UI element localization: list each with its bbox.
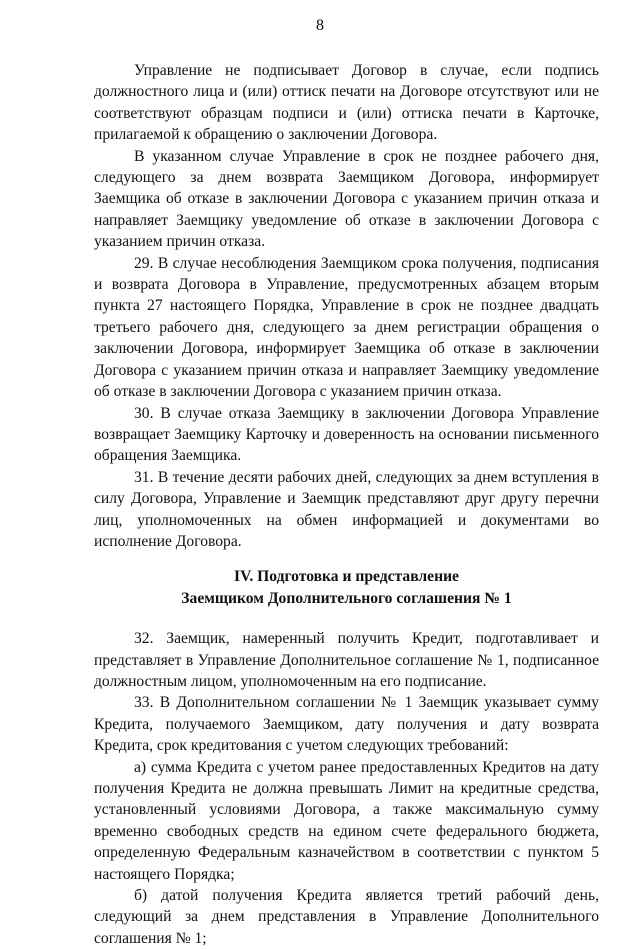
paragraph: б) датой получения Кредита является третий рабочий день, следующий за днем представления в Управление Дополнительного соглашения № 1; [94, 887, 599, 947]
document-body [94, 60, 599, 949]
paragraph: 31. В течение десяти рабочих дней, следующих за днем вступления в силу Договора, Управление и Заемщик представляют друг другу перечни лиц, уполномоченных на обмен информацией и документами во исполнение Договора. [94, 468, 599, 550]
section-title-line-2: Заемщиком Дополнительного соглашения № 1 [181, 589, 512, 607]
paragraph: 33. В Дополнительном соглашении № 1 Заемщик указывает сумму Кредита, получаемого Заемщиком, дату получения и дату возврата Кредита, срок кредитования с учетом следующих требований: [94, 694, 599, 755]
paragraph: 32. Заемщик, намеренный получить Кредит, подготавливает и представляет в Управление Дополнительное соглашение № 1, подписанное должностным лицом, уполномоченным на его подписание. [94, 630, 599, 690]
paragraph: В указанном случае Управление в срок не позднее рабочего дня, следующего за днем возврата Заемщиком Договора, информирует Заемщика об отказе в заключении Договора с указанием причин отказа и направляет Заемщику уведомление об отказе в заключении Договора с указанием причин отказа. [94, 147, 599, 251]
paragraph: 29. В случае несоблюдения Заемщиком срока получения, подписания и возврата Договора в Управление, предусмотренных абзацем вторым пункта 27 настоящего Порядка, Управление в срок не позднее двадцать третьего рабочего дня, следующего за днем регистрации обращения о заключении Договора, информирует Заемщика об отказе в заключении Договора с указанием причин отказа и направляет Заемщику уведомление об отказе в заключении Договора с указанием причин отказа. [94, 254, 599, 401]
page-number: 8 [316, 17, 324, 34]
section-title-line-1: IV. Подготовка и представление [234, 568, 459, 586]
paragraph: Управление не подписывает Договор в случае, если подпись должностного лица и (или) оттиск печати на Договоре отсутствуют или не соответствуют образцам подписи и (или) оттиска печати в Карточке, прилагаемой к обращению о заключении Договора. [94, 62, 599, 144]
paragraph: а) сумма Кредита с учетом ранее предоставленных Кредитов на дату получения Кредита не должна превышать Лимит на кредитные средства, установленный условиями Договора, а также максимальную сумму временно свободных средств на едином счете федерального бюджета, определенную Федеральным казначейством в соответствии с пунктом 5 настоящего Порядка; [94, 758, 599, 883]
paragraph: 30. В случае отказа Заемщику в заключении Договора Управление возвращает Заемщику Карточку и доверенность на основании письменного обращения Заемщика. [94, 404, 599, 465]
section-heading [94, 566, 599, 609]
